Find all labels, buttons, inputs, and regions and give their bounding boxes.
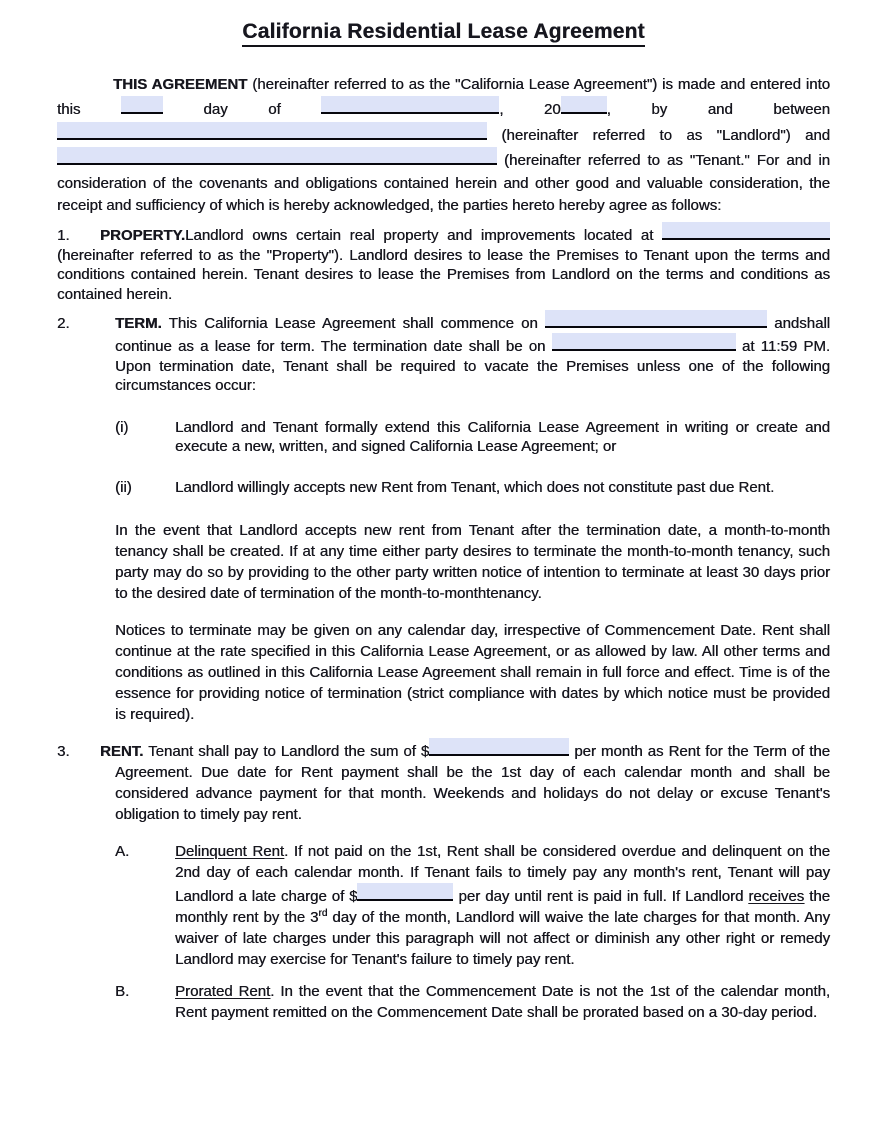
page-title: California Residential Lease Agreement [242, 20, 644, 47]
text-run: This California Lease Agreement shall commence on [161, 315, 545, 333]
bold-text: RENT. [100, 742, 144, 760]
underlined-text: Delinquent Rent [175, 842, 285, 860]
text-run: . If not paid on the 1st, Rent shall be considered overdue and delinquent on the 2nd day of each calendar month. If Tenant fails to timely pay any month's rent, Tenant will pay Landlord a late charge of $ [175, 842, 830, 905]
text-run: per month as Rent for the Term of the Agreement. Due date for Rent payment shall be the 1st day of each calendar month and shall be considered advance payment for that month. Weekends and holidays do not delay or excuse Tenant's obligation to timely pay rent. [115, 742, 830, 823]
list-label: (ii) [115, 478, 132, 496]
text-run: Landlord and Tenant formally extend this California Lease Agreement in writing or create and execute a new, written, and signed California Lease Agreement; or [175, 418, 830, 456]
superscript-text: rd [318, 907, 328, 919]
section-property [57, 222, 830, 304]
text-run: the monthly rent by the 3 [175, 887, 830, 926]
text-run: (hereinafter referred to as the "California Lease Agreement") is made and entered into this [57, 76, 830, 119]
list-label: 3. [57, 742, 70, 760]
text-run: Notices to terminate may be given on any calendar day, irrespective of Commencement Date. Rent shall continue at the rate specified in this California Lease Agreement, or as allowed by law. All other terms and conditions as outlined in this California Lease Agreement shall remain in full force and effect. Time is of the essence for providing notice of termination (strict compliance with dates by which notice must be provided is required). [115, 621, 830, 723]
title-row [57, 20, 830, 44]
termination-date-blank-field[interactable] [552, 333, 736, 351]
text-run: , 20 [499, 101, 561, 119]
list-label: 1. [57, 227, 70, 245]
underlined-text: Prorated Rent [175, 982, 271, 1000]
month-blank-field[interactable] [321, 96, 499, 114]
item-prorated-rent [57, 981, 830, 1023]
text-run: day of [162, 101, 322, 119]
landlord-name-blank-field[interactable] [57, 122, 487, 140]
term-item-ii [57, 478, 830, 497]
bold-text: THIS AGREEMENT [113, 76, 253, 93]
text-run: (hereinafter referred to as the "Property"). Landlord desires to lease the Premises to Tenant upon the terms and conditions contained herein. Tenant desires to lease the Premises from Landlord on the terms and conditions as contained herein. [57, 246, 830, 303]
tenant-name-blank-field[interactable] [57, 147, 497, 165]
day-blank-field[interactable] [121, 96, 163, 114]
text-run: per day until rent is paid in full. If Landlord [453, 887, 749, 905]
property-address-blank-field[interactable] [662, 222, 830, 240]
year-blank-field[interactable] [561, 96, 607, 114]
intro-paragraph [57, 74, 830, 217]
list-label: B. [115, 982, 130, 1000]
item-delinquent-rent [57, 841, 830, 970]
document-body [57, 74, 830, 1023]
term-item-i [57, 418, 830, 457]
underlined-text: receives [748, 887, 805, 905]
paragraph-month-to-month [115, 520, 830, 604]
monthly-rent-amount-blank-field[interactable] [429, 738, 569, 756]
section-rent [57, 738, 830, 825]
section-term [57, 310, 830, 396]
text-run: day of the month, Landlord will waive the late charges for that month. Any waiver of late charges under this paragraph will not affect or diminish any other right or remedy Landlord may exercise for Tenant's failure to timely pay rent. [175, 908, 830, 968]
bold-text: TERM. [115, 315, 162, 333]
late-charge-amount-blank-field[interactable] [357, 883, 453, 901]
text-run: Landlord owns certain real property and improvements located at [185, 227, 662, 245]
list-label: A. [115, 842, 130, 860]
text-run: at 11:59 PM. Upon termination date, Tenant shall be required to vacate the Premises unless one of the following circumstances occur: [115, 338, 830, 395]
text-run: (hereinafter referred to as "Landlord") and [487, 126, 830, 144]
text-run: , by and between [606, 101, 830, 119]
list-label: 2. [57, 315, 70, 333]
text-run: (hereinafter referred to as "Tenant." For and in consideration of the covenants and obligations contained herein and other good and valuable consideration, the receipt and sufficiency of which is hereby acknowledged, the parties hereto hereby agree as follows: [57, 152, 830, 215]
text-run: Tenant shall pay to Landlord the sum of $ [143, 742, 430, 760]
text-run: andshall continue as a lease for term. The termination date shall be on [115, 315, 831, 356]
text-run: In the event that Landlord accepts new rent from Tenant after the termination date, a month-to-month tenancy shall be created. If at any time either party desires to terminate the month-to-month tenancy, such party may do so by providing to the other party written notice of intention to terminate at least 30 days prior to the desired date of termination of the month-to-monthtenancy. [115, 521, 830, 602]
text-run: . In the event that the Commencement Date is not the 1st of the calendar month, Rent payment remitted on the Commencement Date shall be prorated based on a 30-day period. [175, 982, 830, 1021]
text-run: Landlord willingly accepts new Rent from Tenant, which does not constitute past due Rent. [175, 478, 775, 496]
list-label: (i) [115, 418, 129, 436]
paragraph-notices [115, 620, 830, 725]
bold-text: PROPERTY. [100, 227, 186, 245]
commencement-date-blank-field[interactable] [545, 310, 767, 328]
